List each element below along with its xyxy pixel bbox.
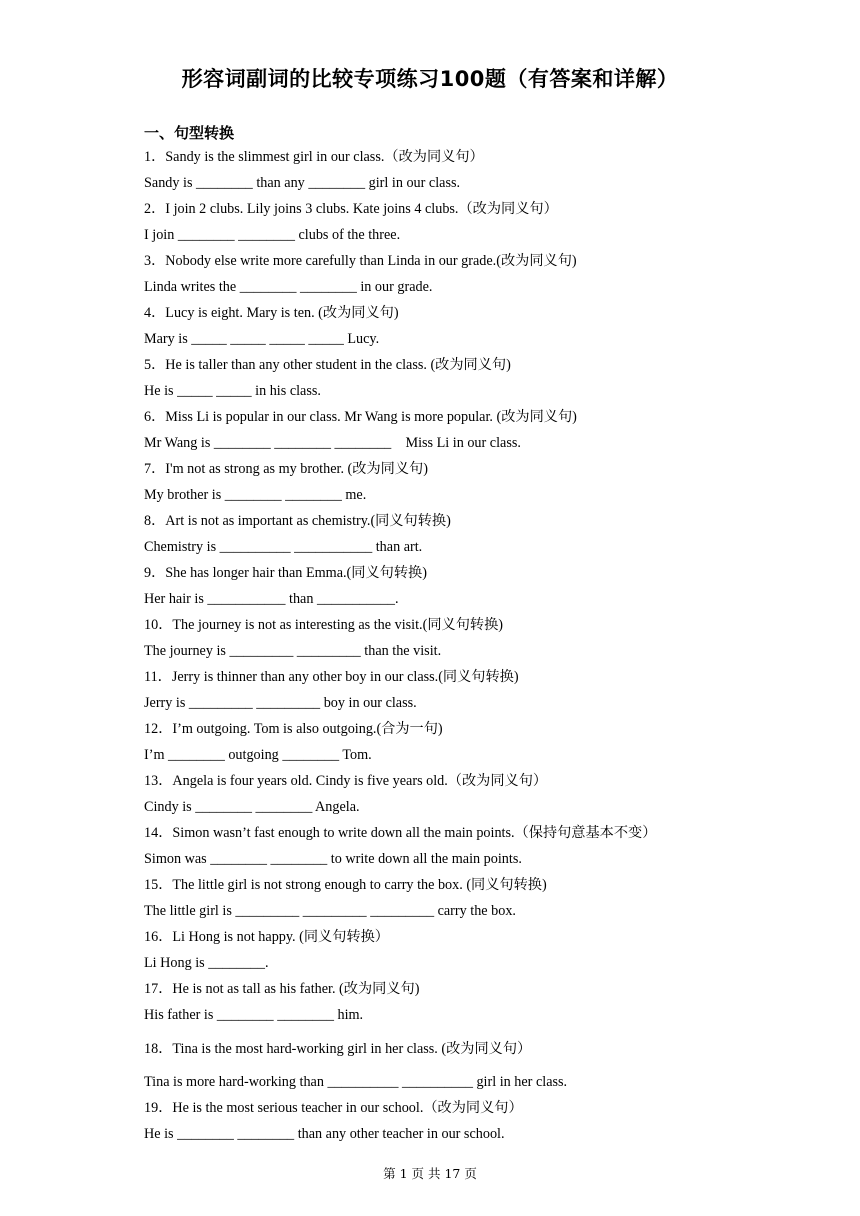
question-text: Tina is the most hard-working girl in her class. (改为同义句） bbox=[172, 1041, 532, 1057]
question-number: 5． bbox=[144, 357, 166, 373]
question-text: Art is not as important as chemistry.(同义句转换) bbox=[165, 513, 451, 529]
question-text: Simon wasn’t fast enough to write down all the main points.（保持句意基本不变） bbox=[172, 825, 657, 841]
answer-line-10: The journey is _________ _________ than the visit. bbox=[144, 643, 442, 659]
question-10 bbox=[144, 615, 503, 635]
question-number: 12． bbox=[144, 721, 173, 737]
question-number: 3． bbox=[144, 253, 166, 269]
question-number: 10． bbox=[144, 617, 173, 633]
question-number: 13． bbox=[144, 773, 173, 789]
answer-line-5: He is _____ _____ in his class. bbox=[144, 383, 321, 399]
question-17 bbox=[144, 979, 419, 999]
question-text: I join 2 clubs. Lily joins 3 clubs. Kate joins 4 clubs.（改为同义句） bbox=[165, 201, 558, 217]
question-19 bbox=[144, 1098, 523, 1118]
question-5 bbox=[144, 355, 511, 375]
question-text: Li Hong is not happy. (同义句转换） bbox=[172, 929, 389, 945]
question-text: The little girl is not strong enough to carry the box. (同义句转换) bbox=[172, 877, 547, 893]
question-text: Angela is four years old. Cindy is five years old.（改为同义句） bbox=[172, 773, 548, 789]
answer-line-18: Tina is more hard-working than __________ __________ girl in her class. bbox=[144, 1074, 568, 1090]
answer-line-19: He is ________ ________ than any other teacher in our school. bbox=[144, 1126, 505, 1142]
question-14 bbox=[144, 823, 656, 843]
answer-line-3: Linda writes the ________ ________ in our grade. bbox=[144, 279, 433, 295]
question-number: 14． bbox=[144, 825, 173, 841]
question-number: 18． bbox=[144, 1041, 173, 1057]
question-2 bbox=[144, 199, 558, 219]
question-6 bbox=[144, 407, 577, 427]
question-text: He is the most serious teacher in our school.（改为同义句） bbox=[172, 1100, 523, 1116]
question-number: 7． bbox=[144, 461, 166, 477]
answer-line-6: Mr Wang is ________ ________ ________ Miss Li in our class. bbox=[144, 435, 521, 451]
question-number: 6． bbox=[144, 409, 166, 425]
question-text: The journey is not as interesting as the visit.(同义句转换) bbox=[172, 617, 503, 633]
answer-line-16: Li Hong is ________. bbox=[144, 955, 269, 971]
question-number: 11． bbox=[144, 669, 172, 685]
answer-line-2: I join ________ ________ clubs of the three. bbox=[144, 227, 401, 243]
question-text: I'm not as strong as my brother. (改为同义句) bbox=[165, 461, 428, 477]
question-11 bbox=[144, 667, 519, 687]
question-number: 1． bbox=[144, 149, 166, 165]
question-number: 19． bbox=[144, 1100, 173, 1116]
answer-line-8: Chemistry is __________ ___________ than art. bbox=[144, 539, 423, 555]
question-number: 2． bbox=[144, 201, 166, 217]
answer-line-15: The little girl is _________ _________ _________ carry the box. bbox=[144, 903, 516, 919]
question-number: 9． bbox=[144, 565, 166, 581]
question-1 bbox=[144, 147, 484, 167]
question-number: 4． bbox=[144, 305, 166, 321]
answer-line-1: Sandy is ________ than any ________ girl in our class. bbox=[144, 175, 461, 191]
question-15 bbox=[144, 875, 547, 895]
answer-line-4: Mary is _____ _____ _____ _____ Lucy. bbox=[144, 331, 380, 347]
page-footer: 第 1 页 共 17 页 bbox=[383, 1166, 477, 1181]
question-text: Miss Li is popular in our class. Mr Wang is more popular. (改为同义句) bbox=[165, 409, 577, 425]
question-text: I’m outgoing. Tom is also outgoing.(合为一句) bbox=[172, 721, 443, 737]
question-number: 17． bbox=[144, 981, 173, 997]
question-number: 16． bbox=[144, 929, 173, 945]
question-number: 15． bbox=[144, 877, 173, 893]
question-text: Jerry is thinner than any other boy in our class.(同义句转换) bbox=[171, 669, 519, 685]
question-text: Lucy is eight. Mary is ten. (改为同义句) bbox=[165, 305, 399, 321]
question-4 bbox=[144, 303, 399, 323]
question-text: She has longer hair than Emma.(同义句转换) bbox=[165, 565, 427, 581]
question-text: Nobody else write more carefully than Linda in our grade.(改为同义句) bbox=[165, 253, 577, 269]
section-heading: 一、句型转换 bbox=[144, 124, 235, 142]
question-13 bbox=[144, 771, 547, 791]
answer-line-7: My brother is ________ ________ me. bbox=[144, 487, 367, 503]
answer-line-13: Cindy is ________ ________ Angela. bbox=[144, 799, 360, 815]
question-9 bbox=[144, 563, 427, 583]
question-8 bbox=[144, 511, 451, 531]
question-number: 8． bbox=[144, 513, 166, 529]
answer-line-9: Her hair is ___________ than ___________. bbox=[144, 591, 399, 607]
question-3 bbox=[144, 251, 577, 271]
question-18 bbox=[144, 1039, 531, 1059]
question-text: He is taller than any other student in the class. (改为同义句) bbox=[165, 357, 511, 373]
question-7 bbox=[144, 459, 428, 479]
answer-line-17: His father is ________ ________ him. bbox=[144, 1007, 364, 1023]
question-12 bbox=[144, 719, 443, 739]
answer-line-14: Simon was ________ ________ to write down all the main points. bbox=[144, 851, 522, 867]
question-text: Sandy is the slimmest girl in our class.（改为同义句） bbox=[165, 149, 484, 165]
page-title: 形容词副词的比较专项练习100题（有答案和详解） bbox=[181, 67, 679, 91]
answer-line-11: Jerry is _________ _________ boy in our class. bbox=[144, 695, 417, 711]
question-16 bbox=[144, 927, 389, 947]
question-text: He is not as tall as his father. (改为同义句) bbox=[172, 981, 420, 997]
answer-line-12: I’m ________ outgoing ________ Tom. bbox=[144, 747, 372, 763]
